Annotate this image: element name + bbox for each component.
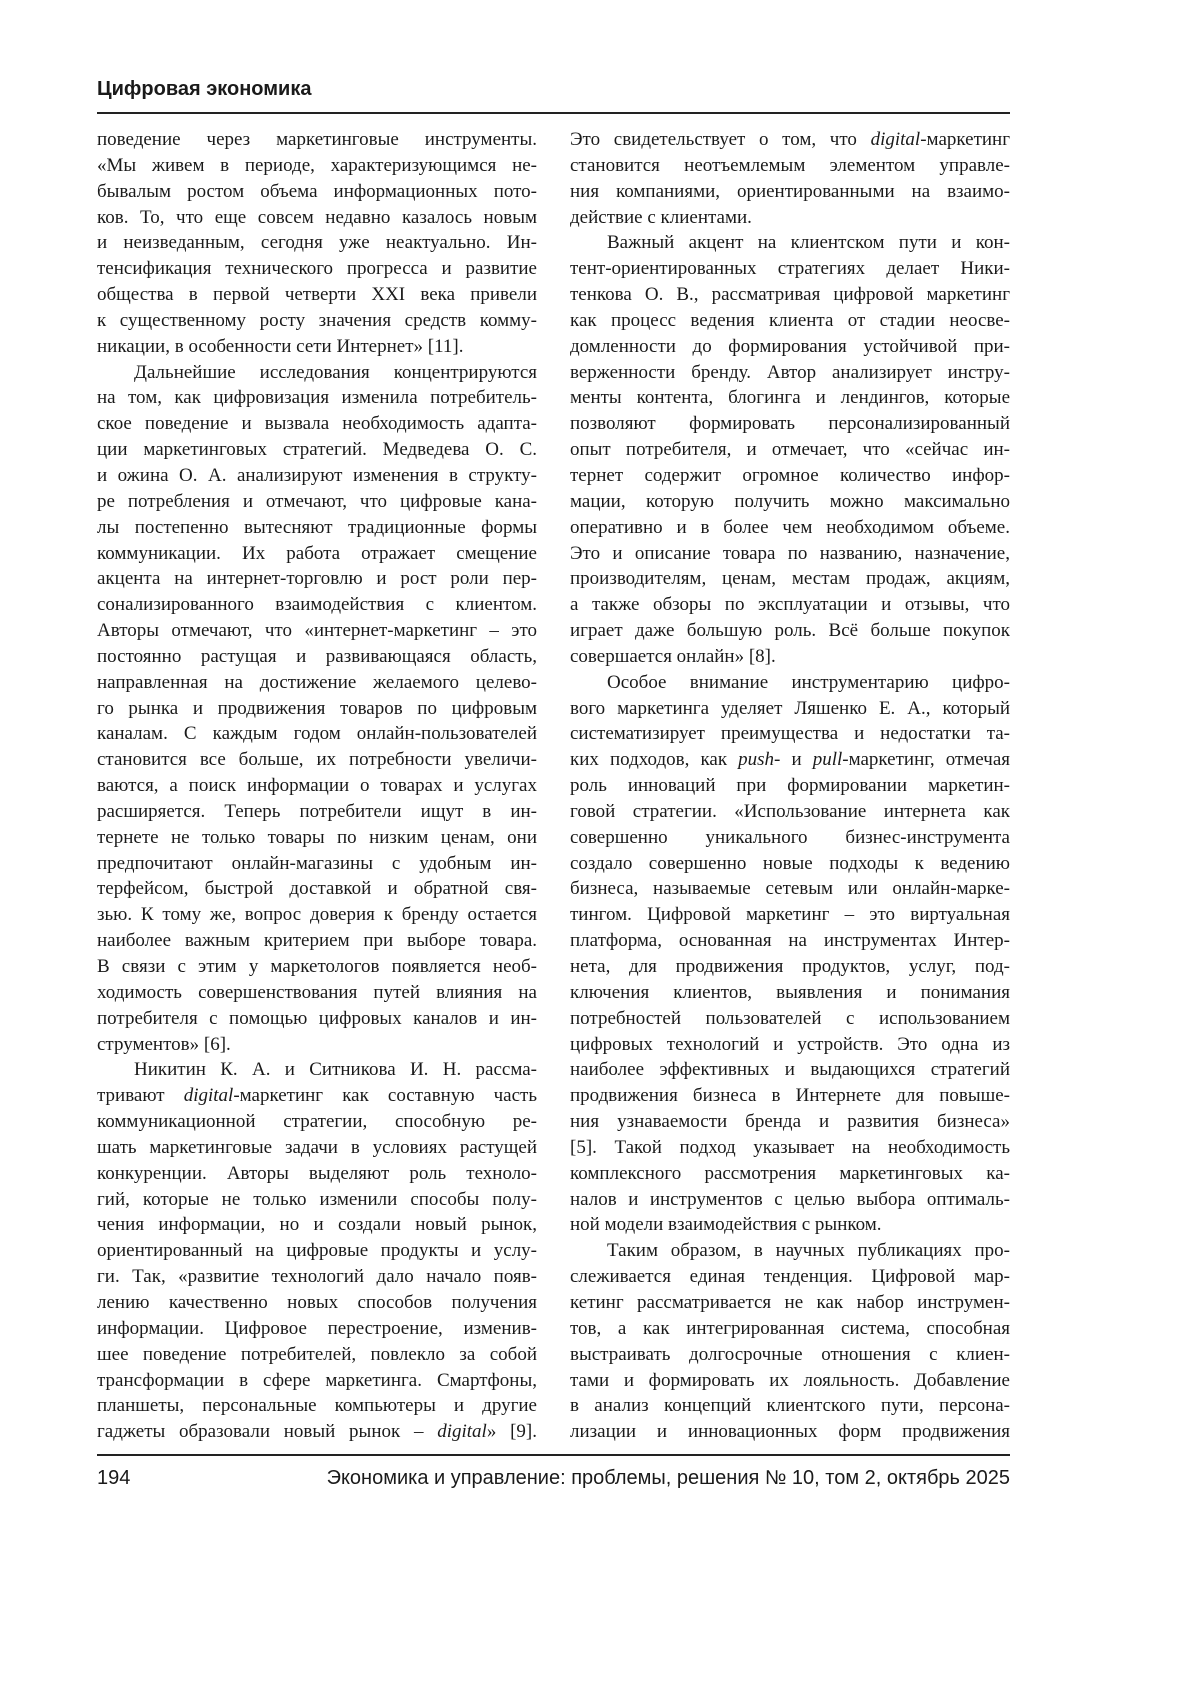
text-line: информации. Цифровое перестроение, изменив- (97, 1316, 537, 1342)
text-line: совершенно уникального бизнес-инструмента (570, 825, 1010, 851)
text-line: домленности до формирования устойчивой при- (570, 334, 1010, 360)
text-line: Таким образом, в научных публикациях про- (570, 1238, 1010, 1264)
text-line: платформа, основанная на инструментах Интер- (570, 928, 1010, 954)
text-line: роль инноваций при формировании маркетин- (570, 773, 1010, 799)
text-line: ходимость совершенствования путей влияния на (97, 980, 537, 1006)
text-line: ре потребления и отмечают, что цифровые кана- (97, 489, 537, 515)
paragraph (97, 1057, 537, 1445)
text-line: лению качественно новых способов получения (97, 1290, 537, 1316)
text-line: мации, которую получить можно максимально (570, 489, 1010, 515)
text-line: становится все больше, их потребности увеличи- (97, 747, 537, 773)
text-line: на том, как цифровизация изменила потребитель- (97, 385, 537, 411)
text-segment: тривают (97, 1085, 184, 1106)
text-line: ориентированный на цифровые продукты и услу- (97, 1238, 537, 1264)
text-line: Это и описание товара по названию, назначение, (570, 541, 1010, 567)
text-line: чения информации, но и создали новый рынок, (97, 1212, 537, 1238)
paragraph (570, 1238, 1010, 1445)
text-line: и ожина О. А. анализируют изменения в структу- (97, 463, 537, 489)
text-line: бизнеса, называемые сетевым или онлайн-марке- (570, 876, 1010, 902)
text-line: наиболее важным критерием при выборе товара. (97, 928, 537, 954)
text-line: систематизирует преимущества и недостатки та- (570, 721, 1010, 747)
text-line: акцента на интернет-торговлю и рост роли пер- (97, 566, 537, 592)
text-line: ское поведение и вызвала необходимость адапта- (97, 411, 537, 437)
page-number: 194 (97, 1467, 130, 1490)
text-line: ков. То, что еще совсем недавно казалось новым (97, 205, 537, 231)
paragraph (570, 230, 1010, 669)
text-line: конкуренции. Авторы выделяют роль техноло- (97, 1161, 537, 1187)
text-column-left (97, 127, 537, 1445)
text-line: становится неотъемлемым элементом управле- (570, 153, 1010, 179)
text-line: ния компаниями, ориентированными на взаимо- (570, 179, 1010, 205)
text-line: ваются, а поиск информации о товарах и услугах (97, 773, 537, 799)
text-line: тенкова О. В., рассматривая цифровой маркетинг (570, 282, 1010, 308)
text-segment: ких подходов, как (570, 749, 738, 770)
italic-term: pull (813, 749, 843, 770)
text-line (570, 127, 1010, 153)
text-line: кетинг рассматривается не как набор инструмен- (570, 1290, 1010, 1316)
text-line: позволяют формировать персонализированный (570, 411, 1010, 437)
text-line: тернете не только товары по низким ценам, они (97, 825, 537, 851)
text-line: верженности бренду. Автор анализирует инстру- (570, 360, 1010, 386)
paragraph (97, 127, 537, 360)
text-line: каналам. С каждым годом онлайн-пользователей (97, 721, 537, 747)
text-line: Важный акцент на клиентском пути и кон- (570, 230, 1010, 256)
text-line: ключения клиентов, выявления и понимания (570, 980, 1010, 1006)
text-line: производителям, ценам, местам продаж, акциям, (570, 566, 1010, 592)
text-line: тент-ориентированных стратегиях делает Ники- (570, 256, 1010, 282)
text-line: выстраивать долгосрочные отношения с клиен- (570, 1342, 1010, 1368)
text-line: расширяется. Теперь потребители ищут в ин- (97, 799, 537, 825)
text-line: тернет содержит огромное количество инфор- (570, 463, 1010, 489)
footer-divider (97, 1454, 1010, 1456)
text-line: шее поведение потребителей, повлекло за собой (97, 1342, 537, 1368)
text-line: тами и формировать их лояльность. Добавление (570, 1368, 1010, 1394)
journal-title: Экономика и управление: проблемы, решения № 10, том 2, октябрь 2025 (327, 1467, 1010, 1490)
text-line: к существенному росту значения средств комму- (97, 308, 537, 334)
text-line: ния узнаваемости бренда и развития бизнеса» (570, 1109, 1010, 1135)
text-line: комплексного рассмотрения маркетинговых ка- (570, 1161, 1010, 1187)
text-line: предпочитают онлайн-магазины с удобным ин- (97, 851, 537, 877)
text-line: ной модели взаимодействия с рынком. (570, 1212, 1010, 1238)
text-line: никации, в особенности сети Интернет» [11]. (97, 334, 537, 360)
italic-term: digital (184, 1085, 234, 1106)
text-line: постоянно растущая и развивающаяся область, (97, 644, 537, 670)
text-line: коммуникации. Их работа отражает смещение (97, 541, 537, 567)
text-line: тов, а как интегрированная система, способная (570, 1316, 1010, 1342)
text-line: го рынка и продвижения товаров по цифровым (97, 696, 537, 722)
text-line: тенсификация технического прогресса и развитие (97, 256, 537, 282)
text-line (97, 1419, 537, 1445)
text-line: тингом. Цифровой маркетинг – это виртуальная (570, 902, 1010, 928)
text-line: зью. К тому же, вопрос доверия к бренду остается (97, 902, 537, 928)
text-line: менты контента, блогинга и лендингов, которые (570, 385, 1010, 411)
text-line: опыт потребителя, и отмечает, что «сейчас ин- (570, 437, 1010, 463)
text-line: ции маркетинговых стратегий. Медведева О. С. (97, 437, 537, 463)
text-segment: Это свидетельствует о том, что (570, 129, 871, 150)
text-line: наиболее эффективных и выдающихся стратегий (570, 1057, 1010, 1083)
text-line: коммуникационной стратегии, способную ре- (97, 1109, 537, 1135)
text-line: в анализ концепций клиентского пути, персона- (570, 1393, 1010, 1419)
text-line: Дальнейшие исследования концентрируются (97, 360, 537, 386)
text-line: потребностей пользователей с использованием (570, 1006, 1010, 1032)
text-line: [5]. Такой подход указывает на необходимость (570, 1135, 1010, 1161)
text-line: налов и инструментов с целью выбора оптималь- (570, 1187, 1010, 1213)
text-line: поведение через маркетинговые инструменты. (97, 127, 537, 153)
text-line: бывалым ростом объема информационных пото- (97, 179, 537, 205)
text-line (97, 1083, 537, 1109)
text-line: потребителя с помощью цифровых каналов и ин- (97, 1006, 537, 1032)
text-line: совершается онлайн» [8]. (570, 644, 1010, 670)
text-line: продвижения бизнеса в Интернете для повыше- (570, 1083, 1010, 1109)
text-line: «Мы живем в периоде, характеризующимся не- (97, 153, 537, 179)
text-line: В связи с этим у маркетологов появляется необ- (97, 954, 537, 980)
text-line: направленная на достижение желаемого целево- (97, 670, 537, 696)
text-line: нета, для продвижения продуктов, услуг, под- (570, 954, 1010, 980)
text-line: оперативно и в более чем необходимом объеме. (570, 515, 1010, 541)
text-line: лизации и инновационных форм продвижения (570, 1419, 1010, 1445)
text-line: трансформации в сфере маркетинга. Смартфоны, (97, 1368, 537, 1394)
text-segment: - и (774, 749, 813, 770)
text-segment: -маркетинг как составную часть (233, 1085, 537, 1106)
text-line (570, 747, 1010, 773)
text-line: действие с клиентами. (570, 205, 1010, 231)
paragraph (570, 670, 1010, 1239)
text-line: лы постепенно вытесняют традиционные формы (97, 515, 537, 541)
italic-term: digital (437, 1421, 487, 1442)
text-line: общества в первой четверти XXI века привели (97, 282, 537, 308)
text-line: играет даже большую роль. Всё больше покупок (570, 618, 1010, 644)
text-segment: -маркетинг (920, 129, 1010, 150)
text-line: гий, которые не только изменили способы полу- (97, 1187, 537, 1213)
text-line: вого маркетинга уделяет Ляшенко Е. А., который (570, 696, 1010, 722)
text-line: Особое внимание инструментарию цифро- (570, 670, 1010, 696)
text-segment: -маркетинг, отмечая (842, 749, 1010, 770)
text-line: цифровых технологий и устройств. Это одна из (570, 1032, 1010, 1058)
paragraph (97, 360, 537, 1058)
text-line: терфейсом, быстрой доставкой и обратной свя- (97, 876, 537, 902)
text-line: сонализированного взаимодействия с клиентом. (97, 592, 537, 618)
italic-term: push (738, 749, 774, 770)
text-line: и неизведанным, сегодня уже неактуально. Ин- (97, 230, 537, 256)
text-line: слеживается единая тенденция. Цифровой мар- (570, 1264, 1010, 1290)
text-line: струментов» [6]. (97, 1032, 537, 1058)
text-segment: » [9]. (487, 1421, 537, 1442)
text-line: шать маркетинговые задачи в условиях растущей (97, 1135, 537, 1161)
text-line: ги. Так, «развитие технологий дало начало появ- (97, 1264, 537, 1290)
text-line: создало совершенно новые подходы к ведению (570, 851, 1010, 877)
section-title: Цифровая экономика (97, 78, 311, 101)
italic-term: digital (871, 129, 921, 150)
text-line: Авторы отмечают, что «интернет-маркетинг – это (97, 618, 537, 644)
text-line: Никитин К. А. и Ситникова И. Н. рассма- (97, 1057, 537, 1083)
text-line: как процесс ведения клиента от стадии неосве- (570, 308, 1010, 334)
text-line: планшеты, персональные компьютеры и другие (97, 1393, 537, 1419)
text-line: а также обзоры по эксплуатации и отзывы, что (570, 592, 1010, 618)
text-column-right (570, 127, 1010, 1445)
text-line: говой стратегии. «Использование интернета как (570, 799, 1010, 825)
header-divider (97, 112, 1010, 114)
text-segment: гаджеты образовали новый рынок – (97, 1421, 437, 1442)
paragraph (570, 127, 1010, 230)
